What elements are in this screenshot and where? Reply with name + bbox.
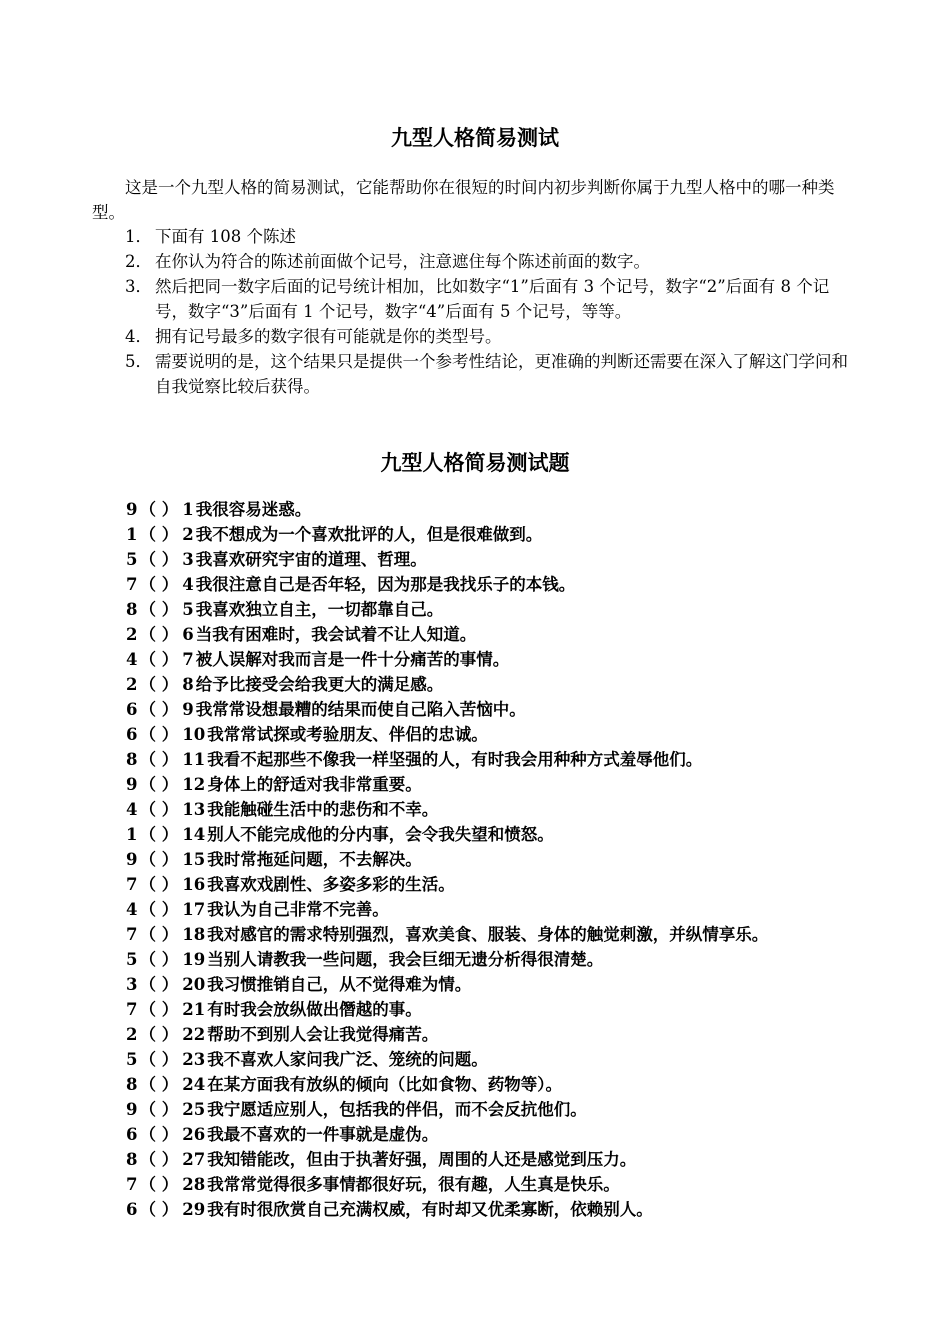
question-number: 8 (182, 675, 194, 694)
question-number: 12 (182, 775, 206, 794)
question-type-number: 9 (126, 1100, 138, 1119)
question-number: 3 (182, 550, 194, 569)
question-number: 19 (182, 950, 206, 969)
question-type-number: 7 (126, 575, 138, 594)
question-item (126, 497, 866, 522)
question-type-number: 6 (126, 1125, 138, 1144)
question-type-number: 2 (126, 625, 138, 644)
question-item (126, 647, 866, 672)
question-item (126, 972, 866, 997)
question-item (126, 572, 866, 597)
question-mark-box: （ ） (139, 1025, 179, 1044)
question-type-number: 1 (126, 525, 138, 544)
question-item (126, 772, 866, 797)
question-mark-box: （ ） (139, 1100, 179, 1119)
question-item (126, 872, 866, 897)
question-mark-box: （ ） (139, 875, 179, 894)
question-number: 24 (182, 1075, 206, 1094)
question-mark-box: （ ） (139, 575, 179, 594)
question-type-number: 5 (126, 950, 138, 969)
question-text: 我习惯推销自己，从不觉得难为情。 (207, 975, 472, 994)
question-number: 27 (182, 1150, 206, 1169)
question-number: 5 (182, 600, 194, 619)
question-mark-box: （ ） (139, 600, 179, 619)
question-type-number: 8 (126, 750, 138, 769)
question-text: 别人不能完成他的分内事，会令我失望和愤怒。 (207, 825, 554, 844)
instruction-number: 3． (125, 277, 152, 296)
question-item (126, 747, 866, 772)
question-type-number: 8 (126, 600, 138, 619)
question-text: 在某方面我有放纵的倾向（比如食物、药物等）。 (207, 1075, 562, 1094)
question-number: 9 (182, 700, 194, 719)
question-type-number: 9 (126, 775, 138, 794)
question-type-number: 7 (126, 1175, 138, 1194)
question-item (126, 597, 866, 622)
question-text: 我对感官的需求特别强烈，喜欢美食、服装、身体的触觉刺激，并纵情享乐。 (207, 925, 769, 944)
question-number: 29 (182, 1200, 206, 1219)
question-text: 我常常试探或考验朋友、伴侣的忠诚。 (207, 725, 488, 744)
question-text: 我很容易迷惑。 (195, 500, 312, 519)
question-text: 我喜欢戏剧性、多姿多彩的生活。 (207, 875, 455, 894)
question-text: 当我有困难时，我会试着不让人知道。 (195, 625, 477, 644)
question-item (126, 1022, 866, 1047)
question-text: 我不喜欢人家问我广泛、笼统的问题。 (207, 1050, 488, 1069)
question-mark-box: （ ） (139, 500, 179, 519)
question-mark-box: （ ） (139, 900, 179, 919)
question-type-number: 5 (126, 1050, 138, 1069)
question-item (126, 897, 866, 922)
question-mark-box: （ ） (139, 550, 179, 569)
question-type-number: 4 (126, 800, 138, 819)
page-title: 九型人格简易测试 (391, 125, 559, 150)
question-mark-box: （ ） (139, 650, 179, 669)
question-mark-box: （ ） (139, 1125, 179, 1144)
question-mark-box: （ ） (139, 800, 179, 819)
question-type-number: 6 (126, 700, 138, 719)
instruction-text: 然后把同一数字后面的记号统计相加，比如数字“1”后面有 3 个记号，数字“2”后面有 8 个记号，数字“3”后面有 1 个记号，数字“4”后面有 5 个记号，等等。 (155, 277, 830, 321)
question-mark-box: （ ） (139, 625, 179, 644)
question-item (126, 1072, 866, 1097)
question-text: 我不想成为一个喜欢批评的人，但是很难做到。 (195, 525, 543, 544)
question-item (126, 697, 866, 722)
instruction-number: 5． (125, 352, 152, 371)
question-item (126, 947, 866, 972)
question-number: 20 (182, 975, 206, 994)
question-type-number: 9 (126, 850, 138, 869)
question-type-number: 6 (126, 1200, 138, 1219)
question-text: 我有时很欣赏自己充满权威，有时却又优柔寡断，依赖别人。 (207, 1200, 653, 1219)
question-type-number: 4 (126, 650, 138, 669)
question-mark-box: （ ） (139, 1175, 179, 1194)
question-item (126, 997, 866, 1022)
question-text: 身体上的舒适对我非常重要。 (207, 775, 422, 794)
question-item (126, 797, 866, 822)
intro-paragraph: 这是一个九型人格的简易测试，它能帮助你在很短的时间内初步判断你属于九型人格中的哪一种类型。 (92, 178, 835, 222)
instruction-number: 2． (125, 252, 152, 271)
question-number: 13 (182, 800, 206, 819)
question-item (126, 922, 866, 947)
question-number: 2 (182, 525, 194, 544)
question-item (126, 1197, 866, 1222)
instruction-text: 拥有记号最多的数字很有可能就是你的类型号。 (155, 327, 502, 346)
question-mark-box: （ ） (139, 1050, 179, 1069)
question-text: 我喜欢独立自主，一切都靠自己。 (195, 600, 444, 619)
question-number: 7 (182, 650, 194, 669)
question-text: 我常常设想最糟的结果而使自己陷入苦恼中。 (195, 700, 526, 719)
question-item (126, 522, 866, 547)
instruction-number: 4． (125, 327, 152, 346)
question-text: 我看不起那些不像我一样坚强的人，有时我会用种种方式羞辱他们。 (207, 750, 703, 769)
question-type-number: 1 (126, 825, 138, 844)
question-number: 1 (182, 500, 194, 519)
question-text: 当别人请教我一些问题，我会巨细无遗分析得很清楚。 (207, 950, 604, 969)
question-mark-box: （ ） (139, 1000, 179, 1019)
question-mark-box: （ ） (139, 1200, 179, 1219)
question-type-number: 8 (126, 1150, 138, 1169)
question-item (126, 1097, 866, 1122)
question-mark-box: （ ） (139, 925, 179, 944)
question-mark-box: （ ） (139, 975, 179, 994)
instruction-text: 在你认为符合的陈述前面做个记号，注意遮住每个陈述前面的数字。 (155, 252, 650, 271)
question-number: 17 (182, 900, 206, 919)
question-mark-box: （ ） (139, 700, 179, 719)
question-text: 有时我会放纵做出僭越的事。 (207, 1000, 422, 1019)
question-text: 我知错能改，但由于执著好强，周围的人还是感觉到压力。 (207, 1150, 637, 1169)
instruction-text: 需要说明的是，这个结果只是提供一个参考性结论，更准确的判断还需要在深入了解这门学问和自我觉察比较后获得。 (155, 352, 848, 396)
question-text: 我宁愿适应别人，包括我的伴侣，而不会反抗他们。 (207, 1100, 587, 1119)
question-type-number: 2 (126, 675, 138, 694)
question-list (126, 497, 866, 1222)
question-item (126, 722, 866, 747)
question-number: 6 (182, 625, 194, 644)
question-number: 22 (182, 1025, 206, 1044)
question-text: 帮助不到别人会让我觉得痛苦。 (207, 1025, 439, 1044)
instruction-number: 1． (125, 227, 152, 246)
question-item (126, 822, 866, 847)
question-number: 23 (182, 1050, 206, 1069)
question-mark-box: （ ） (139, 850, 179, 869)
question-number: 15 (182, 850, 206, 869)
question-type-number: 5 (126, 550, 138, 569)
question-number: 25 (182, 1100, 206, 1119)
question-text: 我喜欢研究宇宙的道理、哲理。 (195, 550, 427, 569)
question-number: 28 (182, 1175, 206, 1194)
question-number: 26 (182, 1125, 206, 1144)
instruction-item (92, 324, 862, 349)
question-type-number: 7 (126, 925, 138, 944)
question-item (126, 672, 866, 697)
question-type-number: 6 (126, 725, 138, 744)
question-number: 21 (182, 1000, 206, 1019)
question-text: 我认为自己非常不完善。 (207, 900, 389, 919)
question-mark-box: （ ） (139, 675, 179, 694)
question-mark-box: （ ） (139, 525, 179, 544)
instruction-item (92, 249, 862, 274)
question-text: 我常常觉得很多事情都很好玩，很有趣，人生真是快乐。 (207, 1175, 620, 1194)
question-number: 14 (182, 825, 206, 844)
question-mark-box: （ ） (139, 950, 179, 969)
question-text: 我时常拖延问题，不去解决。 (207, 850, 422, 869)
question-number: 4 (182, 575, 194, 594)
question-item (126, 1047, 866, 1072)
question-mark-box: （ ） (139, 1075, 179, 1094)
question-text: 我最不喜欢的一件事就是虚伪。 (207, 1125, 439, 1144)
question-number: 11 (182, 750, 206, 769)
quiz-title: 九型人格简易测试题 (380, 450, 570, 475)
question-item (126, 1172, 866, 1197)
question-type-number: 7 (126, 875, 138, 894)
instruction-text: 下面有 108 个陈述 (155, 227, 296, 246)
question-text: 我很注意自己是否年轻，因为那是我找乐子的本钱。 (195, 575, 576, 594)
question-type-number: 4 (126, 900, 138, 919)
question-mark-box: （ ） (139, 1150, 179, 1169)
question-type-number: 9 (126, 500, 138, 519)
instruction-list (92, 224, 862, 399)
question-type-number: 7 (126, 1000, 138, 1019)
instruction-item (92, 349, 862, 399)
question-type-number: 3 (126, 975, 138, 994)
question-text: 被人误解对我而言是一件十分痛苦的事情。 (195, 650, 510, 669)
question-mark-box: （ ） (139, 725, 179, 744)
question-item (126, 1147, 866, 1172)
question-text: 给予比接受会给我更大的满足感。 (195, 675, 444, 694)
question-type-number: 8 (126, 1075, 138, 1094)
question-number: 18 (182, 925, 206, 944)
question-item (126, 1122, 866, 1147)
instruction-item (92, 274, 862, 324)
question-item (126, 547, 866, 572)
question-text: 我能触碰生活中的悲伤和不幸。 (207, 800, 439, 819)
question-number: 16 (182, 875, 206, 894)
question-number: 10 (182, 725, 206, 744)
question-mark-box: （ ） (139, 825, 179, 844)
question-type-number: 2 (126, 1025, 138, 1044)
question-item (126, 847, 866, 872)
question-item (126, 622, 866, 647)
instruction-item (92, 224, 862, 249)
question-mark-box: （ ） (139, 750, 179, 769)
question-mark-box: （ ） (139, 775, 179, 794)
